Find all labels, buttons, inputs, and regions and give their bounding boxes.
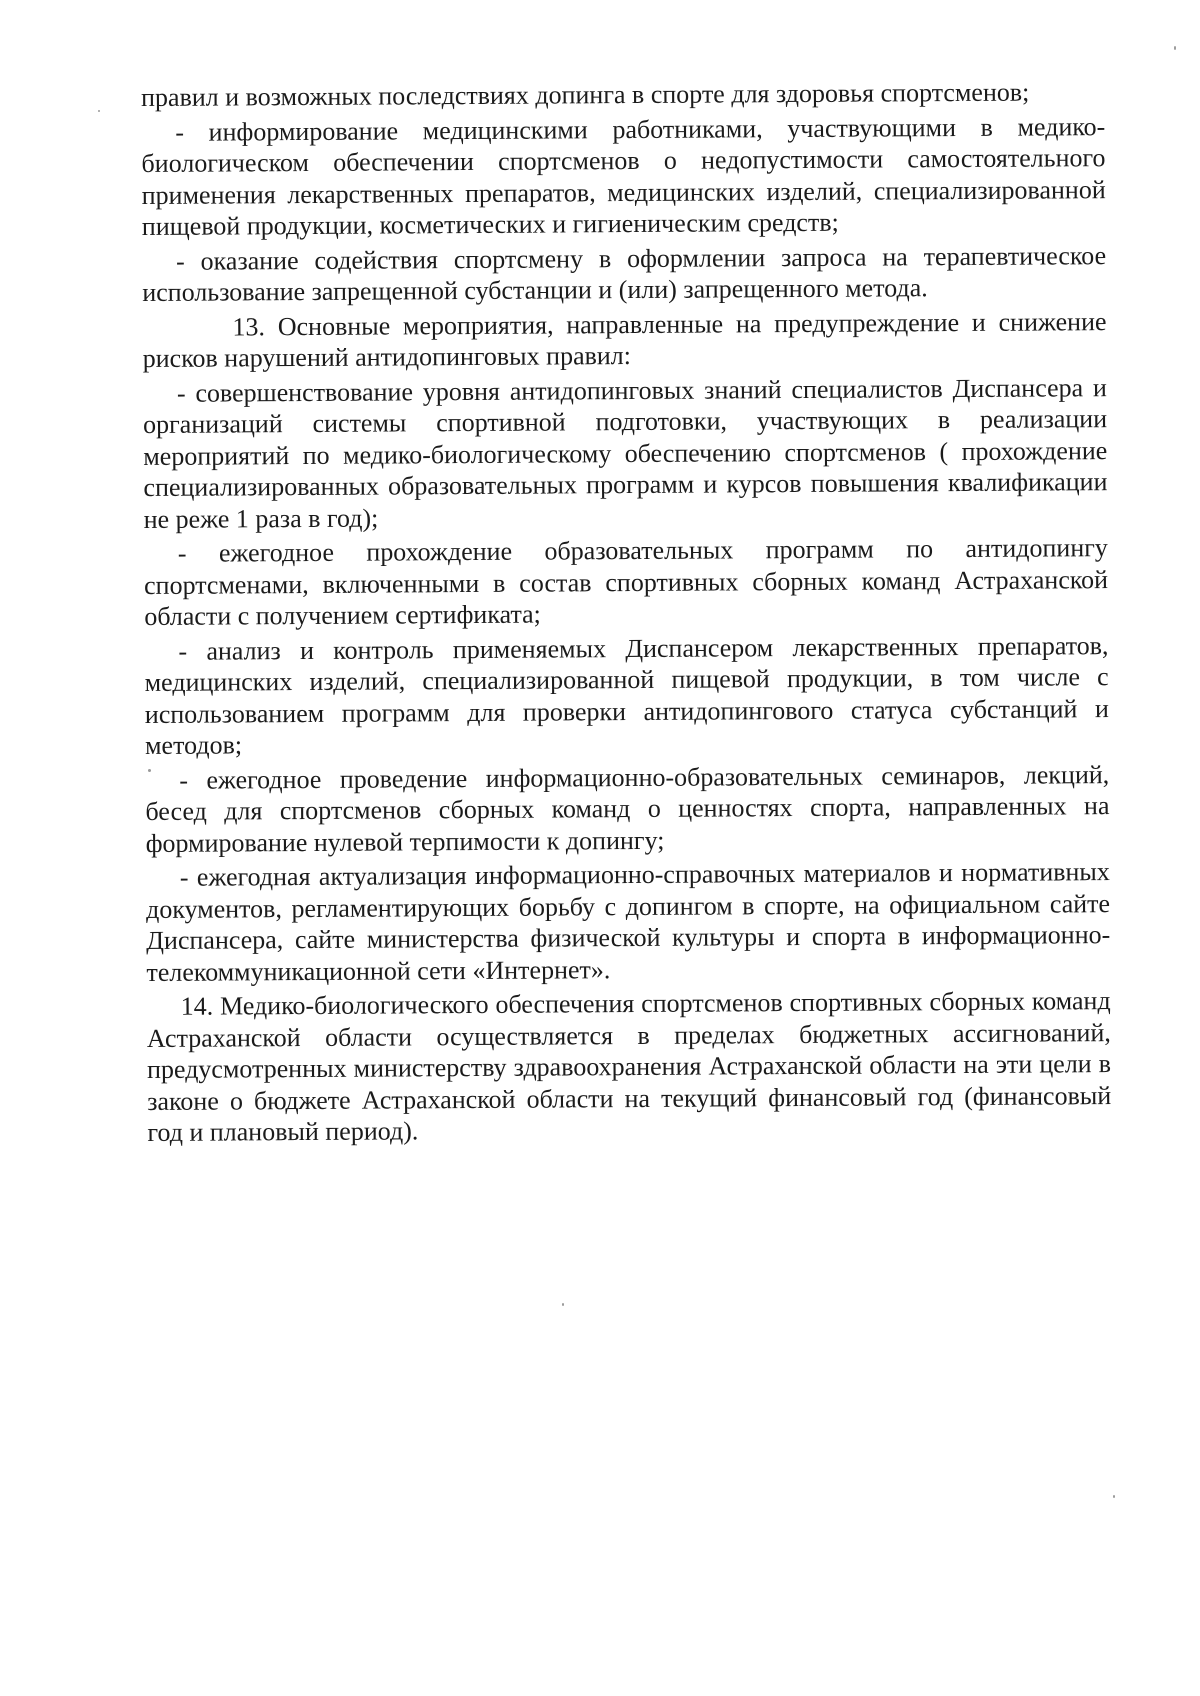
list-item-informing: - информирование медицинскими работниками, участвующими в медико-биологическом обеспечении спортсменов о недопустимости самостоятельного применения лекарственных препаратов, медицинских изделий, специализированной пищевой продукции, косметических и гигиеническим средств;	[141, 111, 1106, 241]
list-item-knowledge: - совершенствование уровня антидопинговых знаний специалистов Диспансера и организаций системы спортивной подготовки, участвующих в реализации мероприятий по медико-биологическому обеспечению спортсменов ( прохождение специализированных образовательных программ и курсов повышения квалификации не реже 1 раза в год);	[143, 372, 1108, 534]
scan-speck	[1113, 1495, 1115, 1498]
scan-speck	[98, 110, 100, 112]
scan-speck	[1174, 46, 1176, 50]
paragraph-continuation: правил и возможных последствиях допинга в спорте для здоровья спортсменов;	[141, 77, 1030, 112]
list-item-analysis: - анализ и контроль применяемых Диспансером лекарственных препаратов, медицинских изделий, специализированной пищевой продукции, в том числе с использованием программ для проверки антидопингового статуса субстанций и методов;	[144, 630, 1109, 760]
scan-speck	[562, 1303, 564, 1306]
section-14-paragraph: 14. Медико-биологического обеспечения спортсменов спортивных сборных команд Астраханской области осуществляется в пределах бюджетных ассигнований, предусмотренных министерству здравоохранения Астраханской области на эти цели в законе о бюджете Астраханской области на текущий финансовый год (финансовый год и плановый период).	[146, 986, 1112, 1147]
list-item-seminars: - ежегодное проведение информационно-образовательных семинаров, лекций, бесед для спортсменов сборных команд о ценностях спорта, направленных на формирование нулевой терпимости к допингу;	[145, 759, 1110, 858]
document-body	[141, 76, 1111, 1148]
list-item-materials: - ежегодная актуализация информационно-справочных материалов и нормативных документов, регламентирующих борьбу с допингом в спорте, на официальном сайте Диспансера, сайте министерства физической культуры и спорта в информационно-телекоммуникационной сети «Интернет».	[145, 857, 1111, 987]
section-13-heading: 13. Основные мероприятия, направленные на предупреждение и снижение рисков нарушений антидопинговых правил:	[142, 306, 1107, 373]
list-item-assistance: - оказание содействия спортсмену в оформлении запроса на терапевтическое использование запрещенной субстанции и (или) запрещенного метода.	[142, 240, 1107, 307]
list-item-education: - ежегодное прохождение образовательных программ по антидопингу спортсменами, включенными в состав спортивных сборных команд Астраханской области с получением сертификата;	[143, 533, 1109, 631]
